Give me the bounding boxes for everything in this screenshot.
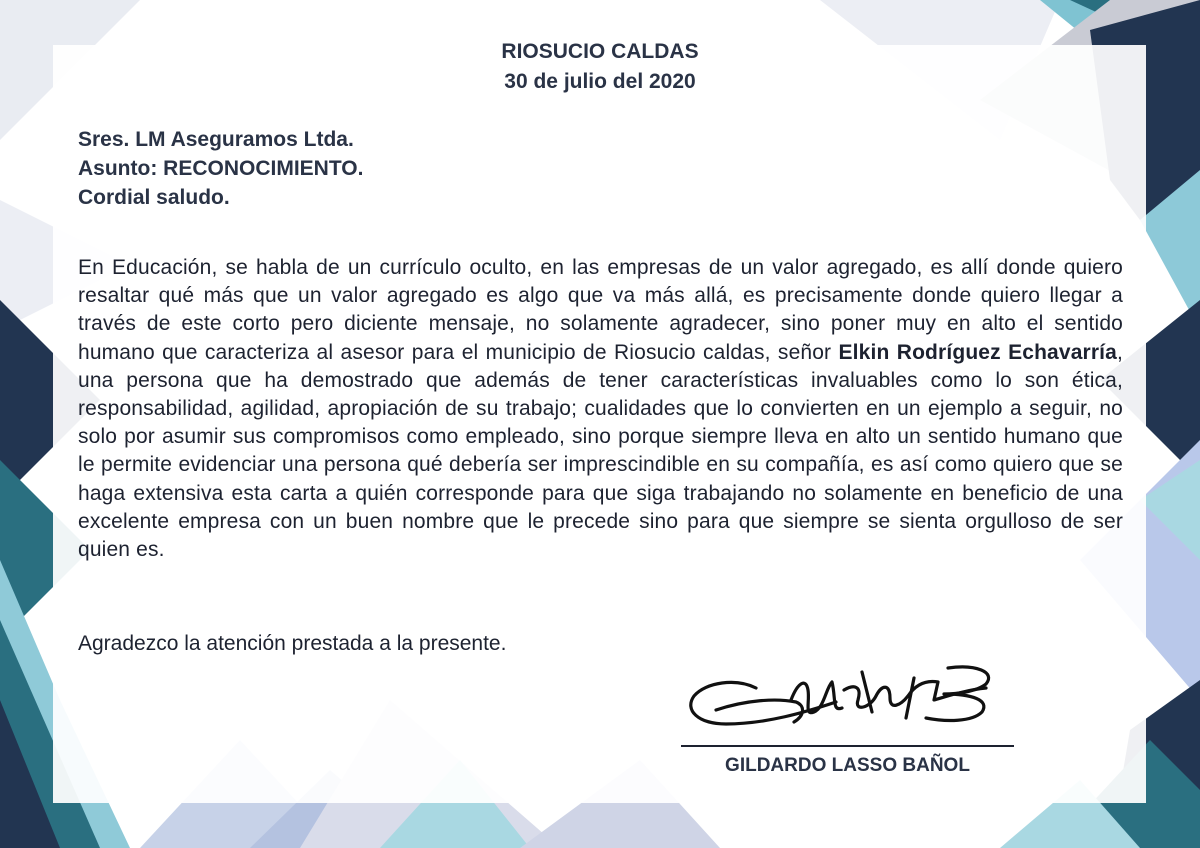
closing-line: Agradezco la atención prestada a la presente. — [78, 632, 507, 655]
signatory-name: GILDARDO LASSO BAÑOL — [725, 755, 970, 776]
letter-date: 30 de julio del 2020 — [504, 70, 696, 93]
letter-city: RIOSUCIO CALDAS — [501, 40, 699, 63]
subject-line: Asunto: RECONOCIMIENTO. — [78, 157, 364, 180]
recipient: Sres. LM Aseguramos Ltda. — [78, 128, 354, 151]
greeting: Cordial saludo. — [78, 186, 230, 209]
handwritten-signature — [686, 660, 998, 740]
signature-line — [681, 745, 1014, 747]
letter-body — [78, 254, 1123, 564]
body-text-part2: , una persona que ha demostrado que además de tener características invaluables como lo son ética, responsabilidad, agilidad, apropiación de su trabajo; cualidades que lo convierten en un ejemplo a seguir, no solo por asumir sus compromisos como empleado, sino porque siempre lleva en alto un sentido humano que le permite evidenciar una persona qué debería ser imprescindible en su compañía, es así como quiero que se haga extensiva esta carta a quién corresponde para que siga trabajando no solamente en beneficio de una excelente empresa con un buen nombre que le precede sino para que siempre se sienta orgulloso de ser quien es. — [78, 340, 1123, 562]
body-text-part1: En Educación, se habla de un currículo oculto, en las empresas de un valor agregado, es allí donde quiero resaltar qué más que un valor agregado es algo que va más allá, es precisamente donde quiero llegar a través de este corto pero diciente mensaje, no solamente agradecer, sino poner muy en alto el sentido humano que caracteriza al asesor para el municipio de Riosucio caldas, señor — [78, 256, 1123, 364]
honoree-name: Elkin Rodríguez Echavarría — [838, 340, 1117, 364]
